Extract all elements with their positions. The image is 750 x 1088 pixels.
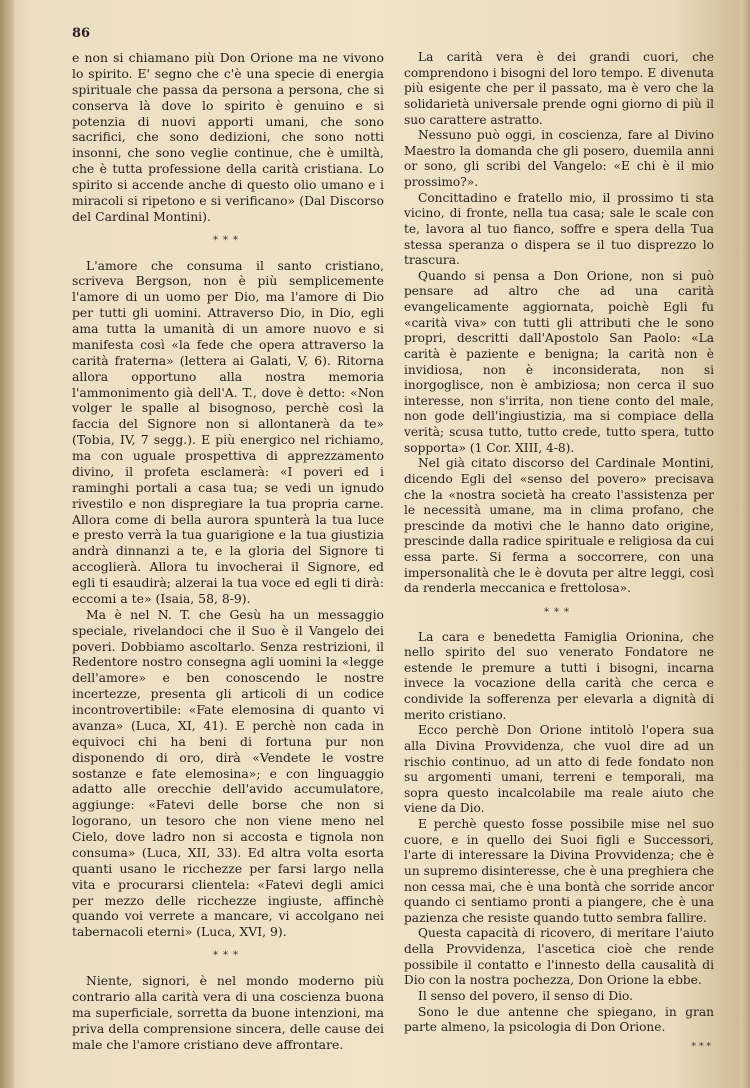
paragraph: Sono le due antenne che spiegano, in gran parte almeno, la psicologia di Don Orione. bbox=[404, 1004, 714, 1035]
page-edge bbox=[740, 0, 750, 1088]
section-separator: *** bbox=[213, 234, 243, 246]
paragraph: Quando si pensa a Don Orione, non si può pensare ad altro che ad una carità evangelicamente aggiornata, poichè Egli fu «carità viva» con tutti gli attributi che le sono propri, descritti dall'Apostolo San Paolo: «La carità è paziente e benigna; la carità non è invidiosa, non è inconsiderata, non si inorgoglisce, non è ambiziosa; non cerca il suo interesse, non s'irrita, non tiene conto del male, non gode dell'ingiustizia, ma si compiace della verità; scusa tutto, tutto crede, tutto spera, tutto sopporta» (1 Cor. XIII, 4-8). bbox=[404, 268, 714, 455]
paragraph: Concittadino e fratello mio, il prossimo ti sta vicino, di fronte, nella tua casa; sale le scale con te, lavora al tuo fianco, soffre e spera della Tua stessa speranza o dispera se il tuo disprezzo lo trascura. bbox=[404, 190, 714, 268]
paragraph: Ecco perchè Don Orione intitolò l'opera sua alla Divina Provvidenza, che vuol dire ad un rischio continuo, ad un atto di fede fondato non su argomenti umani, terreni e temporali, ma sopra questo incalcolabile ma reale aiuto che viene da Dio. bbox=[404, 723, 714, 816]
section-separator: *** bbox=[213, 950, 243, 962]
paragraph: L'amore che consuma il santo cristiano, scriveva Bergson, non è più semplicemente l'amore di un uomo per Dio, ma l'amore di Dio per tutti gli uomini. Attraverso Dio, in Dio, egli ama tutta la umanità di un amore nuovo e si manifesta così «la fede che opera attraverso la carità fraterna» (lettera ai Galati, V, 6). Ritorna allora opportuno alla nostra memoria l'ammonimento già dell'A. T., dove è detto: «Non volger le spalle al bisognoso, perchè così la faccia del Signore non si allontanerà da te» (Tobia, IV, 7 segg.). E più energico nel richiamo, ma con uguale prospettiva di apprezzamento divino, il profeta esclamerà: «I poveri ed i raminghi portali a casa tua; se vedi un ignudo rivestilo e non dispregiare la tua propria carne. Allora come di bella aurora spunterà la tua luce e presto verrà la tua guarigione e la tua giustizia andrà dinnanzi a te, e la gloria del Signore ti accoglierà. Allora tu invocherai il Signore, ed egli ti esaudirà; alzerai la tua voce ed egli ti dirà: eccomi a te» (Isaia, 58, 8-9). bbox=[72, 257, 384, 606]
left-column bbox=[72, 50, 384, 1052]
page-number: 86 bbox=[72, 26, 91, 41]
paragraph: Nessuno può oggi, in coscienza, fare al Divino Maestro la domanda che gli posero, duemila anni or sono, gli scribi del Vangelo: «E chi è il mio prossimo?». bbox=[404, 128, 714, 189]
section-separator: *** bbox=[544, 606, 574, 618]
paragraph: Niente, signori, è nel mondo moderno più contrario alla carità vera di una coscienza buona ma superficiale, sorretta da buone intenzioni, ma priva della comprensione sincera, delle cause dei male che l'amore cristiano deve affrontare. bbox=[72, 973, 384, 1052]
paragraph: Nel già citato discorso del Cardinale Montini, dicendo Egli del «senso del povero» precisava che la «nostra società ha creato l'assistenza per le necessità umane, ma in clima profano, che prescinde da motivi che le hanno dato origine, prescinde dalla radice spirituale e religiosa da cui essa parte. Si ferma a soccorrere, con una impersonalità che le è dovuta per altre leggi, così da renderla meccanica e frettolosa». bbox=[404, 456, 714, 596]
paragraph: e non si chiamano più Don Orione ma ne vivono lo spirito. E' segno che c'è una specie di energia spirituale che passa da persona a persona, che si conserva là dove lo spirito è genuino e si potenzia di nuovi apporti umani, che sono sacrifici, che sono dedizioni, che sono notti insonni, che sono veglie continue, che è umiltà, che è tutta professione della carità cristiana. Lo spirito si accende anche di questo olio umano e i miracoli si ripetono e si verificano» (Dal Discorso del Cardinal Montini). bbox=[72, 50, 384, 224]
paragraph: Questa capacità di ricovero, di meritare l'aiuto della Provvidenza, l'ascetica cioè che rende possibile il contatto e l'innesto della causalità di Dio con la nostra pochezza, Don Orione la ebbe. bbox=[404, 926, 714, 988]
paragraph: Il senso del povero, il senso di Dio. bbox=[418, 988, 633, 1003]
paragraph: Ma è nel N. T. che Gesù ha un messaggio speciale, rivelandoci che il Suo è il Vangelo dei poveri. Dobbiamo ascoltarlo. Senza restrizioni, il Redentore nostro consegna agli uomini la «legge dell'amore» e ben conoscendo le nostre incertezze, presenta gli articoli di un codice incontrovertibile: «Fate elemosina di quanto vi avanza» (Luca, XI, 41). E perchè non cada in equivoci chi ha beni di fortuna pur non disponendo di oro, dirà «Vendete le vostre sostanze e fate elemosina»; e con linguaggio adatto alle orecchie dell'avido accumulatore, aggiunge: «Fatevi delle borse che non si logorano, un tesoro che non viene meno nel Cielo, dove ladro non si accosta e tignola non consuma» (Luca, XII, 33). Ed altra volta esorta quanti usano le ricchezze per farsi largo nella vita e procurarsi clientela: «Fatevi degli amici per mezzo delle ricchezze ingiuste, affinchè quando voi verrete a mancare, vi accolgano nei tabernacoli eterni» (Luca, XVI, 9). bbox=[72, 606, 384, 940]
book-spine bbox=[0, 0, 14, 1088]
paragraph: La carità vera è dei grandi cuori, che comprendono i bisogni del loro tempo. E divenuta più esigente che per il passato, ma è vero che la solidarietà universale prende ogni giorno di più il suo carattere astratto. bbox=[404, 50, 714, 127]
end-mark: *** bbox=[691, 1041, 714, 1052]
paragraph: La cara e benedetta Famiglia Orionina, che nello spirito del suo venerato Fondatore ne estende le premure a tutti i bisogni, incarna invece la vocazione della carità che cerca e condivide la sofferenza per elevarla a dignità di merito cristiano. bbox=[404, 629, 714, 722]
paragraph: E perchè questo fosse possibile mise nel suo cuore, e in quello dei Suoi figli e Successori, l'arte di interessare la Divina Provvidenza; che è un supremo disinteresse, che è una preghiera che non cessa mai, che è una bontà che sorride ancor quando ci sentiamo pronti a piangere, che è una pazienza che resiste quando tutto sembra fallire. bbox=[404, 817, 714, 925]
right-column bbox=[404, 50, 714, 1055]
